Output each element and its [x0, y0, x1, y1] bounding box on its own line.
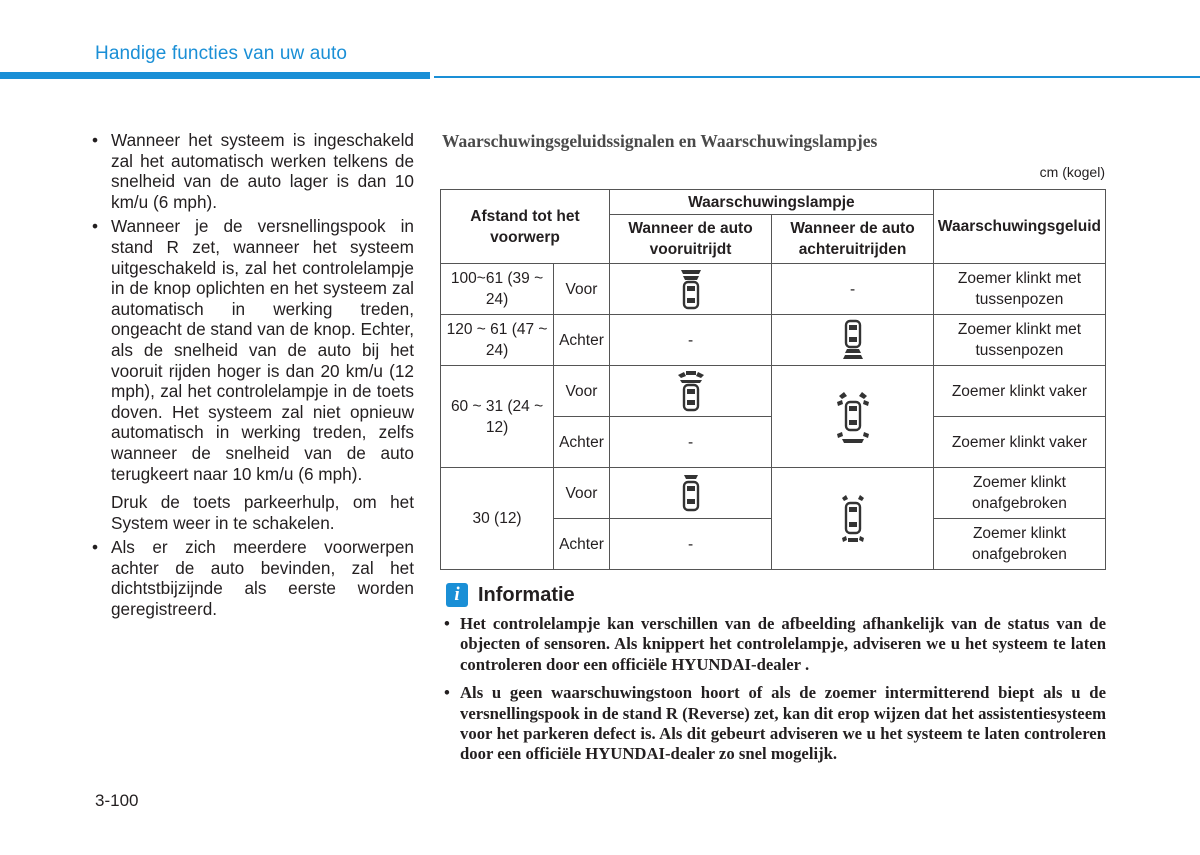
front-sensor-warning-icon: [676, 471, 706, 515]
cell-position: Voor: [554, 366, 610, 417]
info-item-text: Het controlelampje kan verschillen van de afbeelding afhankelijk van de status van de objecten of sensoren. Als knippert het controlelampje, adviseren we u het systeem te laten controleren door een officiële HYUNDAI-dealer .: [460, 614, 1106, 674]
info-list: [444, 614, 1106, 773]
cell-forward: [609, 366, 771, 417]
list-item-text: Wanneer je de versnellingspook in stand R zet, wanneer het systeem uitgeschakeld is, zal het controlelampje in de knop oplichten en het systeem zal automatisch in werking treden, ongeacht de stand van de knop. Echter, als de snelheid van de auto bij het vooruit rijden hoger is dan 20 km/u (12 mph), zal het controlelampje in de toets doven. Het systeem zal niet opnieuw automatisch in werking treden, zelfs wanneer de snelheid van de auto terugkeert naar 10 km/u (6 mph).: [111, 216, 414, 484]
rear-sensor-warning-icon: [838, 318, 868, 362]
left-column: [92, 130, 414, 624]
section-title: Waarschuwingsgeluidssignalen en Waarschuwingslampjes: [442, 131, 878, 151]
header-reverse: Wanneer de auto achteruitrijden: [772, 215, 934, 264]
cell-reverse: [772, 468, 934, 570]
sub-paragraph: Druk de toets parkeerhulp, om het System weer in te schakelen.: [111, 492, 414, 533]
surround-sensor-warning-icon: [835, 492, 871, 546]
cell-forward: -: [609, 519, 771, 570]
page-header-title: Handige functies van uw auto: [95, 43, 348, 64]
header-sound: Waarschuwingsgeluid: [933, 190, 1105, 264]
info-item-text: Als u geen waarschuwingstoon hoort of als de zoemer intermitterend biept als u de versnellingspook in de stand R (Reverse) zet, kan dit erop wijzen dat het assistentiesysteem voor het parkeren defect is. Als dit gebeurt adviseren we u het systeem te laten controleren door een officiële HYUNDAI-dealer zo snel mogelijk.: [460, 683, 1106, 764]
header-rule-thick: [0, 72, 430, 79]
header-rule-thin: [434, 76, 1200, 78]
list-item: [92, 216, 414, 484]
list-item-text: Wanneer het systeem is ingeschakeld zal het automatisch werken telkens de snelheid van de auto lager is dan 10 km/u (6 mph).: [111, 130, 414, 212]
bullet-dot: •: [92, 537, 99, 558]
cell-sound: Zoemer klinkt onafgebroken: [933, 468, 1105, 519]
cell-forward: [609, 468, 771, 519]
cell-position: Achter: [554, 417, 610, 468]
cell-position: Achter: [554, 315, 610, 366]
bullet-dot: •: [444, 614, 450, 633]
page-number: 3-100: [95, 791, 139, 810]
cell-reverse: [772, 315, 934, 366]
cell-distance: 100~61 (39 ~ 24): [441, 264, 554, 315]
cell-sound: Zoemer klinkt vaker: [933, 366, 1105, 417]
unit-note: cm (kogel): [1039, 164, 1105, 180]
surround-sensor-warning-icon: [833, 388, 873, 446]
cell-forward: -: [609, 417, 771, 468]
header-distance: Afstand tot het voorwerp: [441, 190, 610, 264]
info-list-item: [444, 614, 1106, 675]
cell-distance: 60 ~ 31 (24 ~ 12): [441, 366, 554, 468]
cell-distance: 30 (12): [441, 468, 554, 570]
info-icon: i: [446, 583, 468, 607]
cell-reverse: -: [772, 264, 934, 315]
cell-position: Achter: [554, 519, 610, 570]
info-title: Informatie: [478, 583, 575, 606]
cell-forward: [609, 264, 771, 315]
bullet-dot: •: [92, 216, 99, 237]
info-header: [446, 583, 575, 607]
cell-distance: 120 ~ 61 (47 ~ 24): [441, 315, 554, 366]
cell-position: Voor: [554, 468, 610, 519]
cell-reverse: [772, 366, 934, 468]
list-item: [92, 537, 414, 619]
front-sensor-warning-icon: [674, 369, 708, 413]
front-sensor-warning-icon: [676, 267, 706, 311]
list-item: [92, 130, 414, 212]
info-list-item: [444, 683, 1106, 765]
cell-sound: Zoemer klinkt onafgebroken: [933, 519, 1105, 570]
bullet-dot: •: [444, 683, 450, 703]
header-forward: Wanneer de auto vooruitrijdt: [609, 215, 771, 264]
cell-sound: Zoemer klinkt vaker: [933, 417, 1105, 468]
cell-position: Voor: [554, 264, 610, 315]
cell-sound: Zoemer klinkt met tussenpozen: [933, 264, 1105, 315]
warning-table: [440, 189, 1106, 570]
list-item-text: Als er zich meerdere voorwerpen achter de auto bevinden, zal het dichtstbijzijnde als eerste worden geregistreerd.: [111, 537, 414, 620]
cell-sound: Zoemer klinkt met tussenpozen: [933, 315, 1105, 366]
bullet-dot: •: [92, 130, 99, 150]
cell-forward: -: [609, 315, 771, 366]
header-lamp-group: Waarschuwingslampje: [609, 190, 933, 215]
